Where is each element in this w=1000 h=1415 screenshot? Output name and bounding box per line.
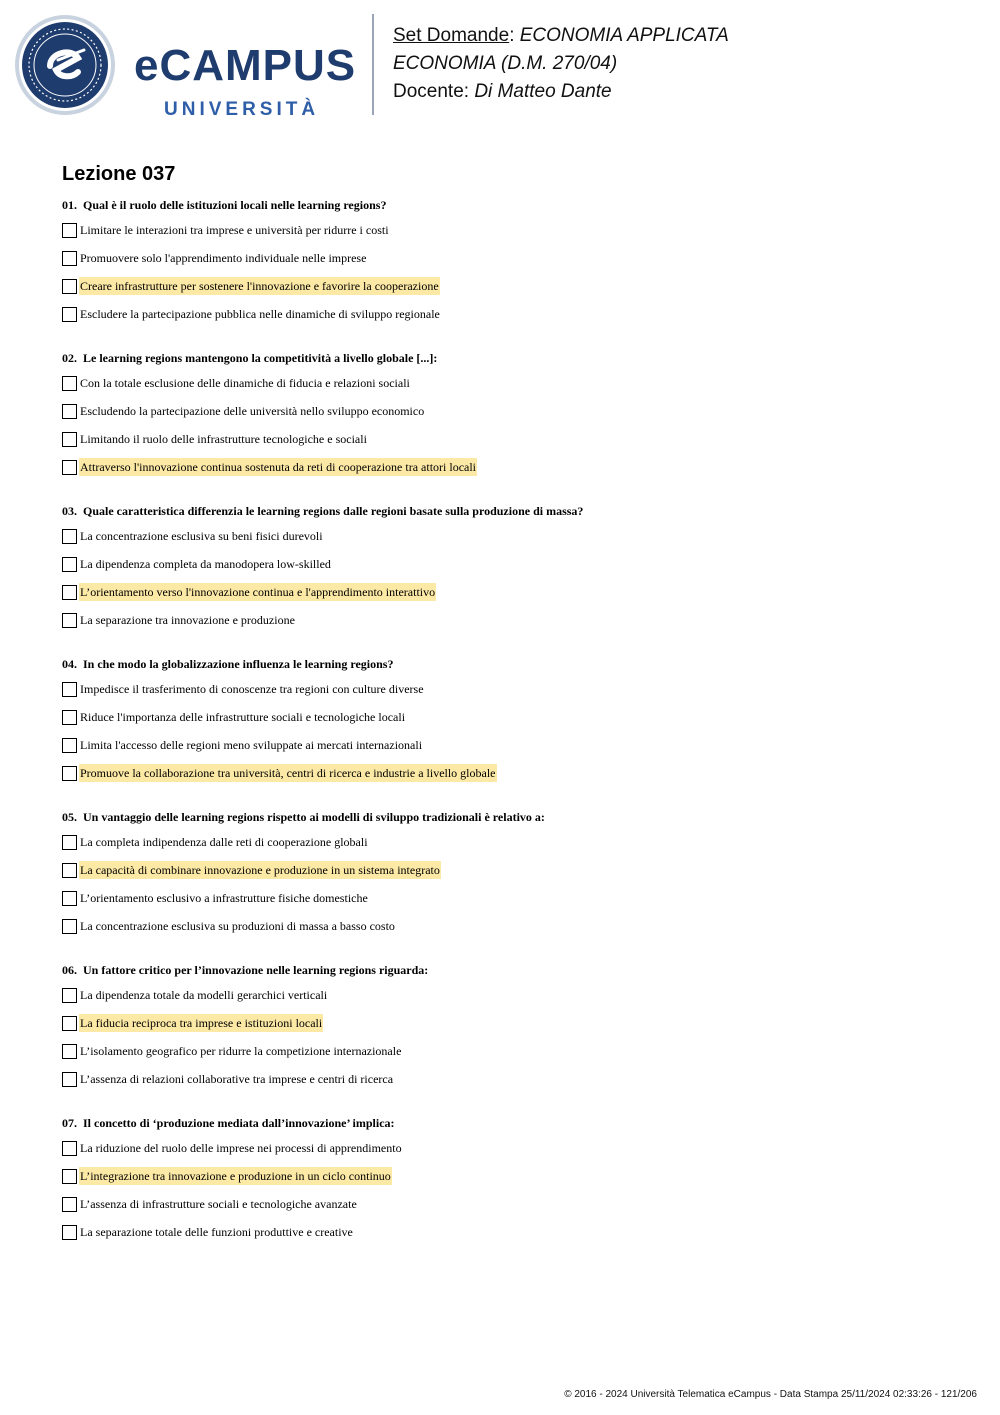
- answer-checkbox[interactable]: [62, 891, 77, 906]
- answer-option[interactable]: [62, 764, 962, 792]
- answer-option[interactable]: [62, 833, 962, 861]
- answer-text: La separazione totale delle funzioni produttive e creative: [80, 1225, 353, 1239]
- answer-checkbox[interactable]: [62, 1197, 77, 1212]
- question-number: 04.: [62, 657, 77, 671]
- answer-text: Con la totale esclusione delle dinamiche di fiducia e relazioni sociali: [80, 376, 410, 390]
- answer-option[interactable]: [62, 708, 962, 736]
- correct-answer-text: L’orientamento verso l'innovazione continua e l'apprendimento interattivo: [80, 585, 436, 599]
- correct-answer-text: Creare infrastrutture per sostenere l'innovazione e favorire la cooperazione: [80, 279, 439, 293]
- answer-option[interactable]: [62, 458, 962, 486]
- answer-option[interactable]: [62, 1070, 962, 1098]
- answer-option[interactable]: [62, 1223, 962, 1251]
- answer-text: Limita l'accesso delle regioni meno sviluppate ai mercati internazionali: [80, 738, 423, 752]
- answer-option[interactable]: [62, 583, 962, 611]
- correct-answer-text: La fiducia reciproca tra imprese e istituzioni locali: [80, 1016, 323, 1030]
- question-text: [62, 808, 962, 826]
- answer-checkbox[interactable]: [62, 835, 77, 850]
- question-label: In che modo la globalizzazione influenza le learning regions?: [83, 657, 394, 671]
- question-text: [62, 502, 962, 520]
- answer-text: La concentrazione esclusiva su produzioni di massa a basso costo: [80, 919, 395, 933]
- answer-option[interactable]: [62, 986, 962, 1014]
- answer-checkbox[interactable]: [62, 613, 77, 628]
- answer-checkbox[interactable]: [62, 1016, 77, 1031]
- answer-checkbox[interactable]: [62, 738, 77, 753]
- question-text: [62, 961, 962, 979]
- question-text: [62, 196, 962, 214]
- correct-answer-text: L’integrazione tra innovazione e produzione in un ciclo continuo: [80, 1169, 391, 1183]
- answer-text: Impedisce il trasferimento di conoscenze tra regioni con culture diverse: [80, 682, 424, 696]
- answer-option[interactable]: [62, 861, 962, 889]
- answer-option[interactable]: [62, 1139, 962, 1167]
- answer-checkbox[interactable]: [62, 460, 77, 475]
- question-text: [62, 349, 962, 367]
- question-number: 01.: [62, 198, 77, 212]
- answer-checkbox[interactable]: [62, 307, 77, 322]
- answer-checkbox[interactable]: [62, 529, 77, 544]
- correct-answer-text: La capacità di combinare innovazione e produzione in un sistema integrato: [80, 863, 440, 877]
- question-number: 06.: [62, 963, 77, 977]
- question-number: 07.: [62, 1116, 77, 1130]
- answer-text: La completa indipendenza dalle reti di cooperazione globali: [80, 835, 368, 849]
- course-line: [393, 50, 729, 78]
- question-label: Il concetto di ‘produzione mediata dall’innovazione’ implica:: [83, 1116, 395, 1130]
- question-text: [62, 655, 962, 673]
- answer-checkbox[interactable]: [62, 432, 77, 447]
- answer-option[interactable]: [62, 1014, 962, 1042]
- answer-checkbox[interactable]: [62, 919, 77, 934]
- answer-text: Promuovere solo l'apprendimento individuale nelle imprese: [80, 251, 367, 265]
- question-block: [62, 655, 962, 792]
- answer-text: Escludere la partecipazione pubblica nelle dinamiche di sviluppo regionale: [80, 307, 440, 321]
- answer-option[interactable]: [62, 611, 962, 639]
- teacher-name: Di Matteo Dante: [474, 81, 612, 102]
- answer-checkbox[interactable]: [62, 863, 77, 878]
- answer-checkbox[interactable]: [62, 585, 77, 600]
- answer-text: L’assenza di relazioni collaborative tra imprese e centri di ricerca: [80, 1072, 394, 1086]
- answer-checkbox[interactable]: [62, 1225, 77, 1240]
- answer-option[interactable]: [62, 1042, 962, 1070]
- answer-option[interactable]: [62, 917, 962, 945]
- course-name: ECONOMIA (D.M. 270/04): [393, 53, 618, 74]
- page-header: [0, 0, 1000, 130]
- teacher-label: Docente:: [393, 81, 470, 102]
- answer-checkbox[interactable]: [62, 223, 77, 238]
- question-list: [62, 196, 962, 1267]
- teacher-line: [393, 78, 729, 106]
- answer-checkbox[interactable]: [62, 1141, 77, 1156]
- answer-option[interactable]: [62, 221, 962, 249]
- correct-answer-text: Promuove la collaborazione tra università, centri di ricerca e industrie a livello globale: [80, 766, 496, 780]
- answer-option[interactable]: [62, 402, 962, 430]
- question-block: [62, 349, 962, 486]
- answer-text: Escludendo la partecipazione delle università nello sviluppo economico: [80, 404, 425, 418]
- correct-answer-text: Attraverso l'innovazione continua sostenuta da reti di cooperazione tra attori locali: [80, 460, 477, 474]
- answer-checkbox[interactable]: [62, 988, 77, 1003]
- answer-option[interactable]: [62, 249, 962, 277]
- set-value: ECONOMIA APPLICATA: [519, 25, 729, 46]
- answer-text: La concentrazione esclusiva su beni fisici durevoli: [80, 529, 323, 543]
- answer-checkbox[interactable]: [62, 766, 77, 781]
- answer-checkbox[interactable]: [62, 376, 77, 391]
- answer-checkbox[interactable]: [62, 557, 77, 572]
- ecampus-seal-icon: [14, 14, 116, 116]
- answer-checkbox[interactable]: [62, 682, 77, 697]
- answer-option[interactable]: [62, 1167, 962, 1195]
- answer-text: Riduce l'importanza delle infrastrutture sociali e tecnologiche locali: [80, 710, 406, 724]
- answer-text: La riduzione del ruolo delle imprese nei processi di apprendimento: [80, 1141, 402, 1155]
- answer-checkbox[interactable]: [62, 279, 77, 294]
- question-block: [62, 1114, 962, 1251]
- course-info: [393, 22, 729, 106]
- answer-checkbox[interactable]: [62, 1169, 77, 1184]
- question-number: 03.: [62, 504, 77, 518]
- lesson-title: Lezione 037: [62, 163, 176, 185]
- question-block: [62, 502, 962, 639]
- question-block: [62, 961, 962, 1098]
- answer-text: L’orientamento esclusivo a infrastrutture fisiche domestiche: [80, 891, 368, 905]
- answer-option[interactable]: [62, 527, 962, 555]
- answer-checkbox[interactable]: [62, 710, 77, 725]
- question-label: Un vantaggio delle learning regions rispetto ai modelli di sviluppo tradizionali è relativo a:: [83, 810, 545, 824]
- answer-option[interactable]: [62, 430, 962, 458]
- question-text: [62, 1114, 962, 1132]
- question-block: [62, 196, 962, 333]
- logo-subtitle: UNIVERSITÀ: [164, 99, 320, 120]
- page-footer: © 2016 - 2024 Università Telematica eCampus - Data Stampa 25/11/2024 02:33:26 - 121/206: [564, 1389, 977, 1400]
- answer-option[interactable]: [62, 680, 962, 708]
- set-label: Set Domande: [393, 25, 510, 46]
- answer-option[interactable]: [62, 305, 962, 333]
- answer-option[interactable]: [62, 555, 962, 583]
- answer-text: La dipendenza completa da manodopera low-skilled: [80, 557, 331, 571]
- answer-checkbox[interactable]: [62, 404, 77, 419]
- answer-text: La separazione tra innovazione e produzione: [80, 613, 295, 627]
- question-label: Quale caratteristica differenzia le learning regions dalle regioni basate sulla produzione di massa?: [83, 504, 584, 518]
- answer-text: Limitando il ruolo delle infrastrutture tecnologiche e sociali: [80, 432, 367, 446]
- logo-wordmark: eCAMPUS: [134, 41, 357, 90]
- answer-text: La dipendenza totale da modelli gerarchici verticali: [80, 988, 328, 1002]
- answer-checkbox[interactable]: [62, 1044, 77, 1059]
- ecampus-logo: [14, 14, 364, 120]
- header-divider: [372, 14, 374, 115]
- answer-text: L’assenza di infrastrutture sociali e tecnologiche avanzate: [80, 1197, 357, 1211]
- question-label: Qual è il ruolo delle istituzioni locali nelle learning regions?: [83, 198, 387, 212]
- answer-option[interactable]: [62, 889, 962, 917]
- answer-option[interactable]: [62, 374, 962, 402]
- answer-option[interactable]: [62, 736, 962, 764]
- question-label: Le learning regions mantengono la competitività a livello globale [...]:: [83, 351, 438, 365]
- answer-text: Limitare le interazioni tra imprese e università per ridurre i costi: [80, 223, 389, 237]
- answer-option[interactable]: [62, 277, 962, 305]
- question-label: Un fattore critico per l’innovazione nelle learning regions riguarda:: [83, 963, 429, 977]
- question-number: 05.: [62, 810, 77, 824]
- answer-checkbox[interactable]: [62, 1072, 77, 1087]
- set-line: Set Domande: ECONOMIA APPLICATA: [393, 25, 729, 46]
- question-number: 02.: [62, 351, 77, 365]
- question-block: [62, 808, 962, 945]
- answer-checkbox[interactable]: [62, 251, 77, 266]
- answer-text: L’isolamento geografico per ridurre la competizione internazionale: [80, 1044, 402, 1058]
- answer-option[interactable]: [62, 1195, 962, 1223]
